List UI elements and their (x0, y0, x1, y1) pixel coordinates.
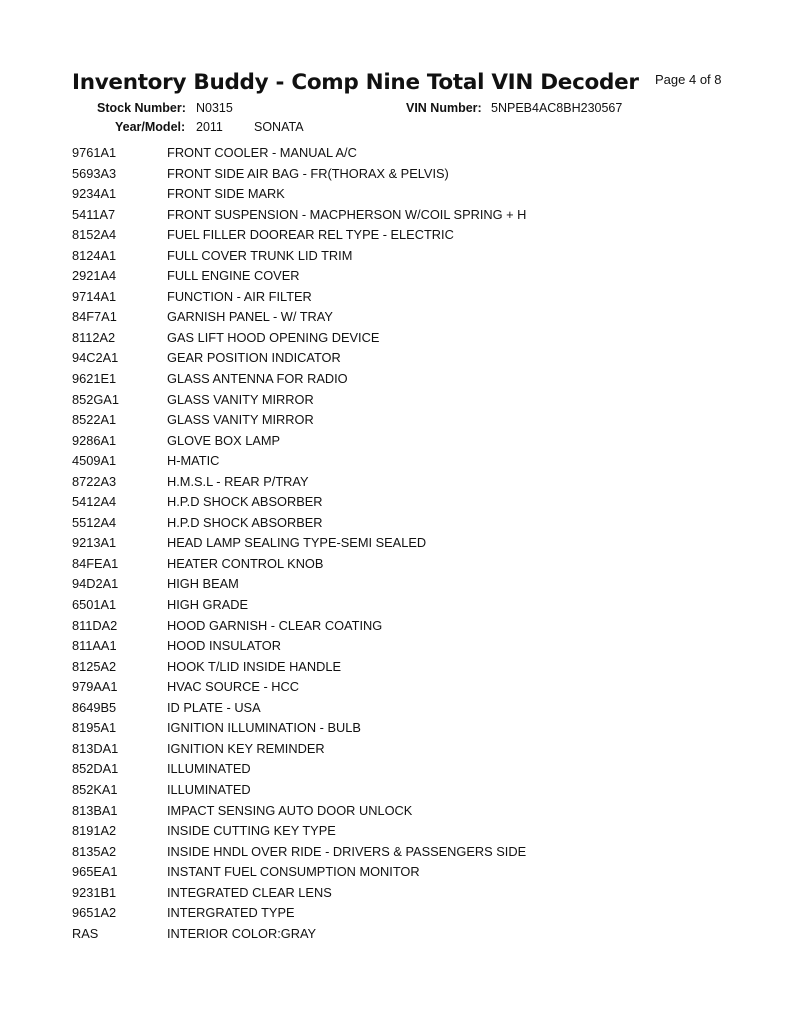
list-item (72, 513, 526, 534)
option-description: INSIDE CUTTING KEY TYPE (167, 823, 336, 839)
option-code: 979AA1 (72, 679, 118, 695)
list-item (72, 307, 526, 328)
option-code: 8125A2 (72, 658, 117, 674)
year-value: 2011 (196, 120, 223, 134)
list-item (72, 780, 526, 801)
option-code: 852DA1 (72, 761, 119, 777)
option-code: 8722A3 (72, 473, 117, 489)
list-item (72, 184, 526, 205)
option-description: IGNITION KEY REMINDER (167, 740, 325, 756)
option-description: GLASS ANTENNA FOR RADIO (167, 371, 348, 387)
list-item (72, 431, 526, 452)
option-description: FRONT SIDE MARK (167, 186, 285, 202)
stock-number-value: N0315 (196, 101, 233, 115)
option-description: HIGH GRADE (167, 597, 249, 613)
option-description: INSTANT FUEL CONSUMPTION MONITOR (167, 864, 420, 880)
option-description: INTERGRATED TYPE (167, 905, 295, 921)
option-description: H.P.D SHOCK ABSORBER (167, 494, 323, 510)
option-code: 2921A4 (72, 268, 117, 284)
option-code: 8649B5 (72, 699, 117, 715)
vin-number-value: 5NPEB4AC8BH230567 (491, 101, 623, 115)
option-code: 5412A4 (72, 494, 117, 510)
page-number: Page 4 of 8 (655, 72, 722, 87)
option-code: 8124A1 (72, 247, 117, 263)
option-description: H.P.D SHOCK ABSORBER (167, 514, 323, 530)
list-item (72, 328, 526, 349)
option-description: GARNISH PANEL - W/ TRAY (167, 309, 333, 325)
option-description: FUEL FILLER DOOREAR REL TYPE - ELECTRIC (167, 227, 454, 243)
list-item (72, 842, 526, 863)
list-item (72, 616, 526, 637)
option-code: 84FEA1 (72, 555, 119, 571)
option-description: FRONT COOLER - MANUAL A/C (167, 145, 357, 160)
option-description: FULL ENGINE COVER (167, 268, 300, 284)
option-description: GLOVE BOX LAMP (167, 432, 281, 448)
list-item (72, 718, 526, 739)
option-description: HEAD LAMP SEALING TYPE-SEMI SEALED (167, 535, 427, 551)
option-code: 94C2A1 (72, 350, 119, 366)
list-item (72, 369, 526, 390)
option-description: HEATER CONTROL KNOB (167, 555, 324, 571)
option-description: ILLUMINATED (167, 761, 251, 777)
list-item (72, 348, 526, 369)
list-item (72, 883, 526, 904)
option-description: HVAC SOURCE - HCC (167, 679, 300, 695)
option-code: 811AA1 (72, 638, 117, 654)
option-code: 8191A2 (72, 823, 117, 839)
option-description: HOOD INSULATOR (167, 638, 282, 654)
option-description: INTEGRATED CLEAR LENS (167, 884, 332, 900)
option-code: 813DA1 (72, 740, 119, 756)
option-code: 9231B1 (72, 884, 117, 900)
option-description: FULL COVER TRUNK LID TRIM (167, 247, 353, 263)
list-item (72, 636, 526, 657)
list-item (72, 492, 526, 513)
option-description: HIGH BEAM (167, 576, 239, 592)
option-description: INSIDE HNDL OVER RIDE - DRIVERS & PASSENGERS SIDE (167, 843, 527, 859)
option-description: FRONT SUSPENSION - MACPHERSON W/COIL SPRING + H (167, 206, 527, 222)
list-item (72, 821, 526, 842)
list-item (72, 205, 526, 226)
model-value: SONATA (254, 120, 304, 134)
option-description: IMPACT SENSING AUTO DOOR UNLOCK (167, 802, 413, 818)
list-item (72, 451, 526, 472)
list-item (72, 759, 526, 780)
list-item (72, 225, 526, 246)
list-item (72, 410, 526, 431)
option-code: 9761A1 (72, 145, 117, 160)
option-code: RAS (72, 925, 99, 941)
option-code: 9213A1 (72, 535, 117, 551)
option-description: IGNITION ILLUMINATION - BULB (167, 720, 361, 736)
list-item (72, 472, 526, 493)
list-item (72, 574, 526, 595)
list-item (72, 266, 526, 287)
option-code: 6501A1 (72, 597, 117, 613)
option-description: FRONT SIDE AIR BAG - FR(THORAX & PELVIS) (167, 165, 449, 181)
list-item (72, 677, 526, 698)
option-code: 5693A3 (72, 165, 117, 181)
list-item (72, 801, 526, 822)
option-description: INTERIOR COLOR:GRAY (167, 925, 317, 941)
list-item (72, 390, 526, 411)
option-code: 965EA1 (72, 864, 118, 880)
stock-number-label: Stock Number: (97, 101, 186, 115)
vin-number-label: VIN Number: (406, 101, 482, 115)
list-item (72, 657, 526, 678)
option-description: H-MATIC (167, 453, 220, 469)
option-code: 9234A1 (72, 186, 117, 202)
option-description: ID PLATE - USA (167, 699, 261, 715)
document-title: Inventory Buddy - Comp Nine Total VIN Decoder (72, 70, 639, 95)
list-item (72, 698, 526, 719)
option-description: H.M.S.L - REAR P/TRAY (167, 473, 309, 489)
option-code: 5512A4 (72, 514, 117, 530)
option-code: 8522A1 (72, 412, 117, 428)
option-code: 9651A2 (72, 905, 117, 921)
list-item (72, 903, 526, 924)
option-code: 8152A4 (72, 227, 117, 243)
list-item (72, 143, 526, 164)
option-description: GLASS VANITY MIRROR (167, 412, 314, 428)
option-code: 811DA2 (72, 617, 118, 633)
option-description: HOOD GARNISH - CLEAR COATING (167, 617, 383, 633)
option-description: GEAR POSITION INDICATOR (167, 350, 341, 366)
option-description: GAS LIFT HOOD OPENING DEVICE (167, 329, 380, 345)
option-code: 852GA1 (72, 391, 119, 407)
year-model-label: Year/Model: (115, 120, 186, 134)
option-code: 8135A2 (72, 843, 117, 859)
option-description: FUNCTION - AIR FILTER (167, 288, 312, 304)
list-item (72, 924, 526, 945)
option-description: GLASS VANITY MIRROR (167, 391, 314, 407)
option-code: 9286A1 (72, 432, 117, 448)
list-item (72, 739, 526, 760)
option-code: 9621E1 (72, 371, 117, 387)
option-description: ILLUMINATED (167, 781, 251, 797)
option-code: 4509A1 (72, 453, 117, 469)
option-code: 8112A2 (72, 329, 116, 345)
option-code: 852KA1 (72, 781, 118, 797)
option-code-list (72, 143, 526, 944)
option-code: 813BA1 (72, 802, 118, 818)
option-code: 9714A1 (72, 288, 117, 304)
option-code: 8195A1 (72, 720, 117, 736)
list-item (72, 533, 526, 554)
option-code: 94D2A1 (72, 576, 119, 592)
option-code: 84F7A1 (72, 309, 117, 325)
list-item (72, 287, 526, 308)
option-description: HOOK T/LID INSIDE HANDLE (167, 658, 341, 674)
list-item (72, 554, 526, 575)
list-item (72, 595, 526, 616)
list-item (72, 246, 526, 267)
list-item (72, 164, 526, 185)
option-code: 5411A7 (72, 206, 116, 222)
list-item (72, 862, 526, 883)
